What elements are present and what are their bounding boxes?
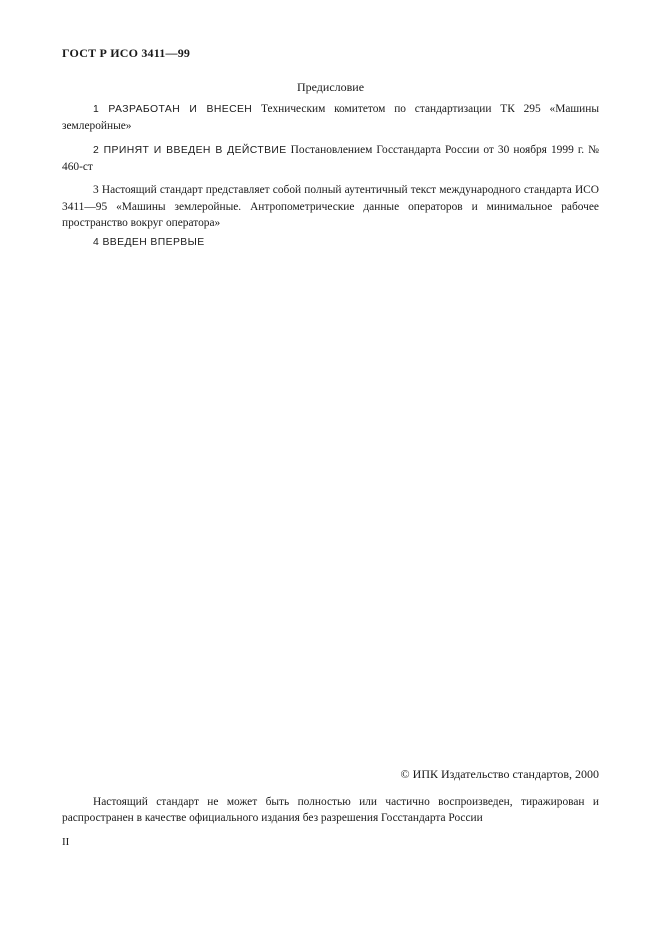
copyright-line: © ИПК Издательство стандартов, 2000 bbox=[400, 767, 599, 781]
foreword-item-1-text: Техническим комитетом по стандартизации ТК 295 «Машины землеройные» bbox=[62, 103, 599, 132]
foreword-item-2 bbox=[62, 142, 599, 175]
foreword-item-3 bbox=[62, 182, 599, 231]
foreword-item-3-text: 3 Настоящий стандарт представляет собой полный аутентичный текст международного стандарта ИСО 3411—95 «Машины землеройные. Антропометрические данные операторов и минимальное рабочее пространство вокруг оператора» bbox=[62, 184, 599, 229]
page-number: II bbox=[62, 836, 70, 848]
document-code-header: ГОСТ Р ИСО 3411—99 bbox=[62, 46, 191, 60]
reproduction-notice: Настоящий стандарт не может быть полностью или частично воспроизведен, тиражирован и распространен в качестве официального издания без разрешения Госстандарта России bbox=[62, 796, 599, 824]
foreword-item-1 bbox=[62, 101, 599, 134]
section-title: Предисловие bbox=[296, 80, 365, 94]
foreword-item-2-text: Постановлением Госстандарта России от 30 ноября 1999 г. № 460-ст bbox=[62, 144, 599, 173]
foreword-item-1-caps: 1 РАЗРАБОТАН И ВНЕСЕН bbox=[93, 104, 253, 115]
foreword-item-4-caps: 4 ВВЕДЕН ВПЕРВЫЕ bbox=[93, 237, 205, 248]
foreword-item-2-caps: 2 ПРИНЯТ И ВВЕДЕН В ДЕЙСТВИЕ bbox=[93, 145, 287, 156]
foreword-item-4 bbox=[62, 234, 599, 251]
